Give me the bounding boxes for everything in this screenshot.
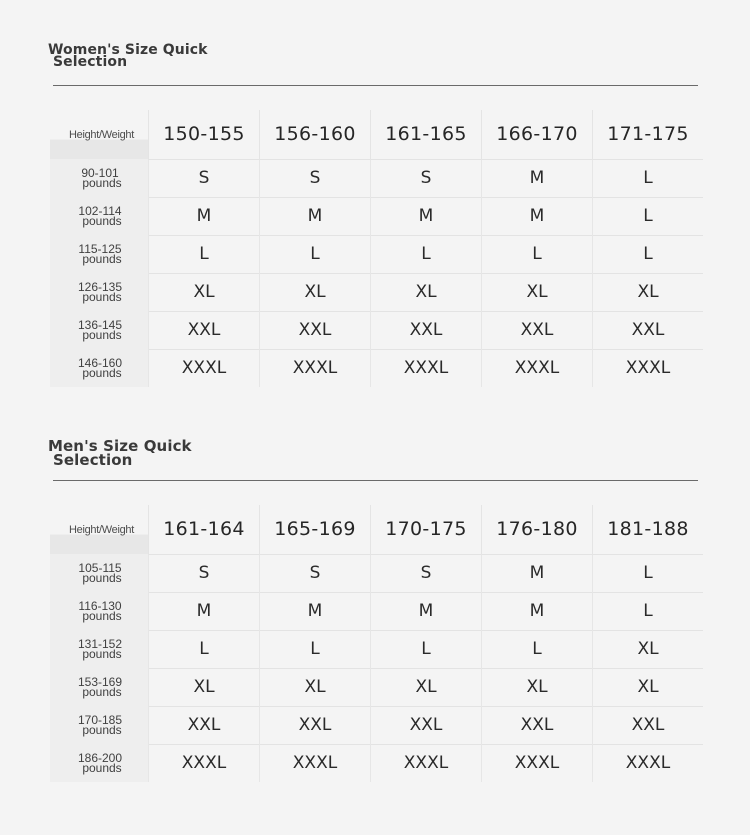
size-row	[50, 349, 703, 387]
size-cell: L	[371, 630, 482, 668]
height-range-header: 176-180	[482, 505, 593, 554]
size-cell: XXXL	[593, 744, 704, 782]
size-cell: XXXL	[593, 349, 704, 387]
header-row	[50, 110, 703, 159]
size-cell: XL	[149, 273, 260, 311]
weight-range-value: 131-152	[77, 637, 123, 651]
weight-range-value: 115-125	[78, 242, 122, 256]
weight-unit: pounds	[82, 328, 122, 342]
size-row	[50, 159, 703, 197]
size-cell: XL	[593, 668, 704, 706]
size-cell: XXXL	[260, 349, 371, 387]
weight-unit: pounds	[82, 761, 122, 775]
size-cell: XXL	[593, 311, 704, 349]
height-range-header: 150-155	[149, 110, 260, 159]
size-row	[50, 197, 703, 235]
size-cell: L	[593, 235, 704, 273]
size-row	[50, 668, 703, 706]
size-cell: L	[260, 630, 371, 668]
weight-unit: pounds	[82, 571, 122, 585]
weight-range-value: 136-145	[77, 318, 123, 332]
men-title-divider	[53, 480, 698, 481]
size-cell: XXL	[593, 706, 704, 744]
men-size-table	[50, 505, 703, 782]
size-cell: M	[371, 592, 482, 630]
weight-range-value: 170-185	[77, 713, 123, 727]
size-cell: S	[260, 554, 371, 592]
weight-unit: pounds	[82, 252, 122, 266]
size-cell: XXXL	[260, 744, 371, 782]
size-cell: S	[260, 159, 371, 197]
weight-unit: pounds	[82, 685, 122, 699]
weight-range-label	[50, 630, 149, 668]
weight-range-label	[50, 197, 149, 235]
size-row	[50, 273, 703, 311]
weight-unit: pounds	[82, 609, 122, 623]
size-cell: XXXL	[371, 744, 482, 782]
weight-range-value: 153-169	[77, 675, 123, 689]
weight-range-value: 90-101	[81, 166, 119, 180]
size-cell: XXL	[260, 706, 371, 744]
size-cell: M	[482, 554, 593, 592]
weight-range-label	[50, 554, 149, 592]
size-cell: XL	[593, 273, 704, 311]
weight-range-value: 116-130	[78, 599, 122, 613]
weight-unit: pounds	[82, 214, 122, 228]
women-section-title	[48, 44, 208, 68]
size-cell: XXL	[482, 311, 593, 349]
size-cell: M	[371, 197, 482, 235]
size-cell: XXL	[371, 311, 482, 349]
size-cell: XXXL	[371, 349, 482, 387]
size-row	[50, 630, 703, 668]
weight-range-label	[50, 311, 149, 349]
size-cell: XL	[593, 630, 704, 668]
men-title-line2: Selection	[53, 451, 133, 469]
size-row	[50, 744, 703, 782]
size-cell: L	[149, 630, 260, 668]
weight-range-value: 105-115	[78, 561, 122, 575]
size-cell: L	[593, 197, 704, 235]
women-title-line2: Selection	[53, 54, 128, 70]
women-title-line1: Women's Size Quick	[48, 42, 208, 58]
weight-range-label	[50, 235, 149, 273]
size-cell: S	[149, 554, 260, 592]
weight-range-value: 102-114	[78, 204, 122, 218]
size-cell: S	[149, 159, 260, 197]
size-cell: XL	[371, 273, 482, 311]
men-section-title	[48, 439, 192, 467]
size-cell: XXXL	[149, 349, 260, 387]
size-row	[50, 592, 703, 630]
weight-range-value: 126-135	[77, 280, 123, 294]
weight-range-label	[50, 273, 149, 311]
women-title-divider	[53, 85, 698, 86]
size-cell: M	[482, 197, 593, 235]
weight-range-label	[50, 592, 149, 630]
height-weight-header: Height/Weight	[50, 505, 149, 554]
weight-range-label	[50, 744, 149, 782]
men-title-line1: Men's Size Quick	[48, 437, 192, 455]
size-cell: L	[260, 235, 371, 273]
size-cell: XL	[149, 668, 260, 706]
weight-range-value: 186-200	[77, 751, 123, 765]
size-cell: XL	[482, 668, 593, 706]
size-cell: L	[482, 630, 593, 668]
height-range-header: 165-169	[260, 505, 371, 554]
size-row	[50, 706, 703, 744]
weight-unit: pounds	[82, 366, 122, 380]
size-cell: L	[593, 592, 704, 630]
height-range-header: 171-175	[593, 110, 704, 159]
size-cell: XL	[482, 273, 593, 311]
size-cell: M	[260, 197, 371, 235]
size-cell: M	[260, 592, 371, 630]
size-cell: M	[482, 592, 593, 630]
size-cell: L	[149, 235, 260, 273]
height-range-header: 166-170	[482, 110, 593, 159]
size-cell: XL	[260, 273, 371, 311]
size-cell: L	[371, 235, 482, 273]
height-range-header: 161-165	[371, 110, 482, 159]
size-cell: L	[593, 554, 704, 592]
weight-unit: pounds	[82, 176, 122, 190]
size-cell: XXL	[371, 706, 482, 744]
size-cell: XXL	[149, 706, 260, 744]
size-cell: S	[371, 159, 482, 197]
size-cell: S	[371, 554, 482, 592]
size-cell: L	[482, 235, 593, 273]
size-cell: M	[149, 197, 260, 235]
size-cell: XL	[260, 668, 371, 706]
height-range-header: 156-160	[260, 110, 371, 159]
height-weight-header: Height/Weight	[50, 110, 149, 159]
size-cell: XXL	[149, 311, 260, 349]
weight-unit: pounds	[82, 290, 122, 304]
size-cell: XL	[371, 668, 482, 706]
height-range-header: 181-188	[593, 505, 704, 554]
weight-range-label	[50, 159, 149, 197]
weight-range-label	[50, 668, 149, 706]
size-row	[50, 235, 703, 273]
size-cell: M	[482, 159, 593, 197]
size-cell: XXL	[260, 311, 371, 349]
header-row	[50, 505, 703, 554]
size-cell: XXXL	[482, 349, 593, 387]
size-cell: L	[593, 159, 704, 197]
weight-unit: pounds	[82, 723, 122, 737]
size-cell: XXXL	[482, 744, 593, 782]
women-size-table	[50, 110, 703, 387]
weight-unit: pounds	[82, 647, 122, 661]
size-cell: M	[149, 592, 260, 630]
size-row	[50, 554, 703, 592]
size-cell: XXXL	[149, 744, 260, 782]
height-range-header: 170-175	[371, 505, 482, 554]
weight-range-label	[50, 349, 149, 387]
size-row	[50, 311, 703, 349]
weight-range-label	[50, 706, 149, 744]
height-range-header: 161-164	[149, 505, 260, 554]
size-cell: XXL	[482, 706, 593, 744]
weight-range-value: 146-160	[77, 356, 123, 370]
